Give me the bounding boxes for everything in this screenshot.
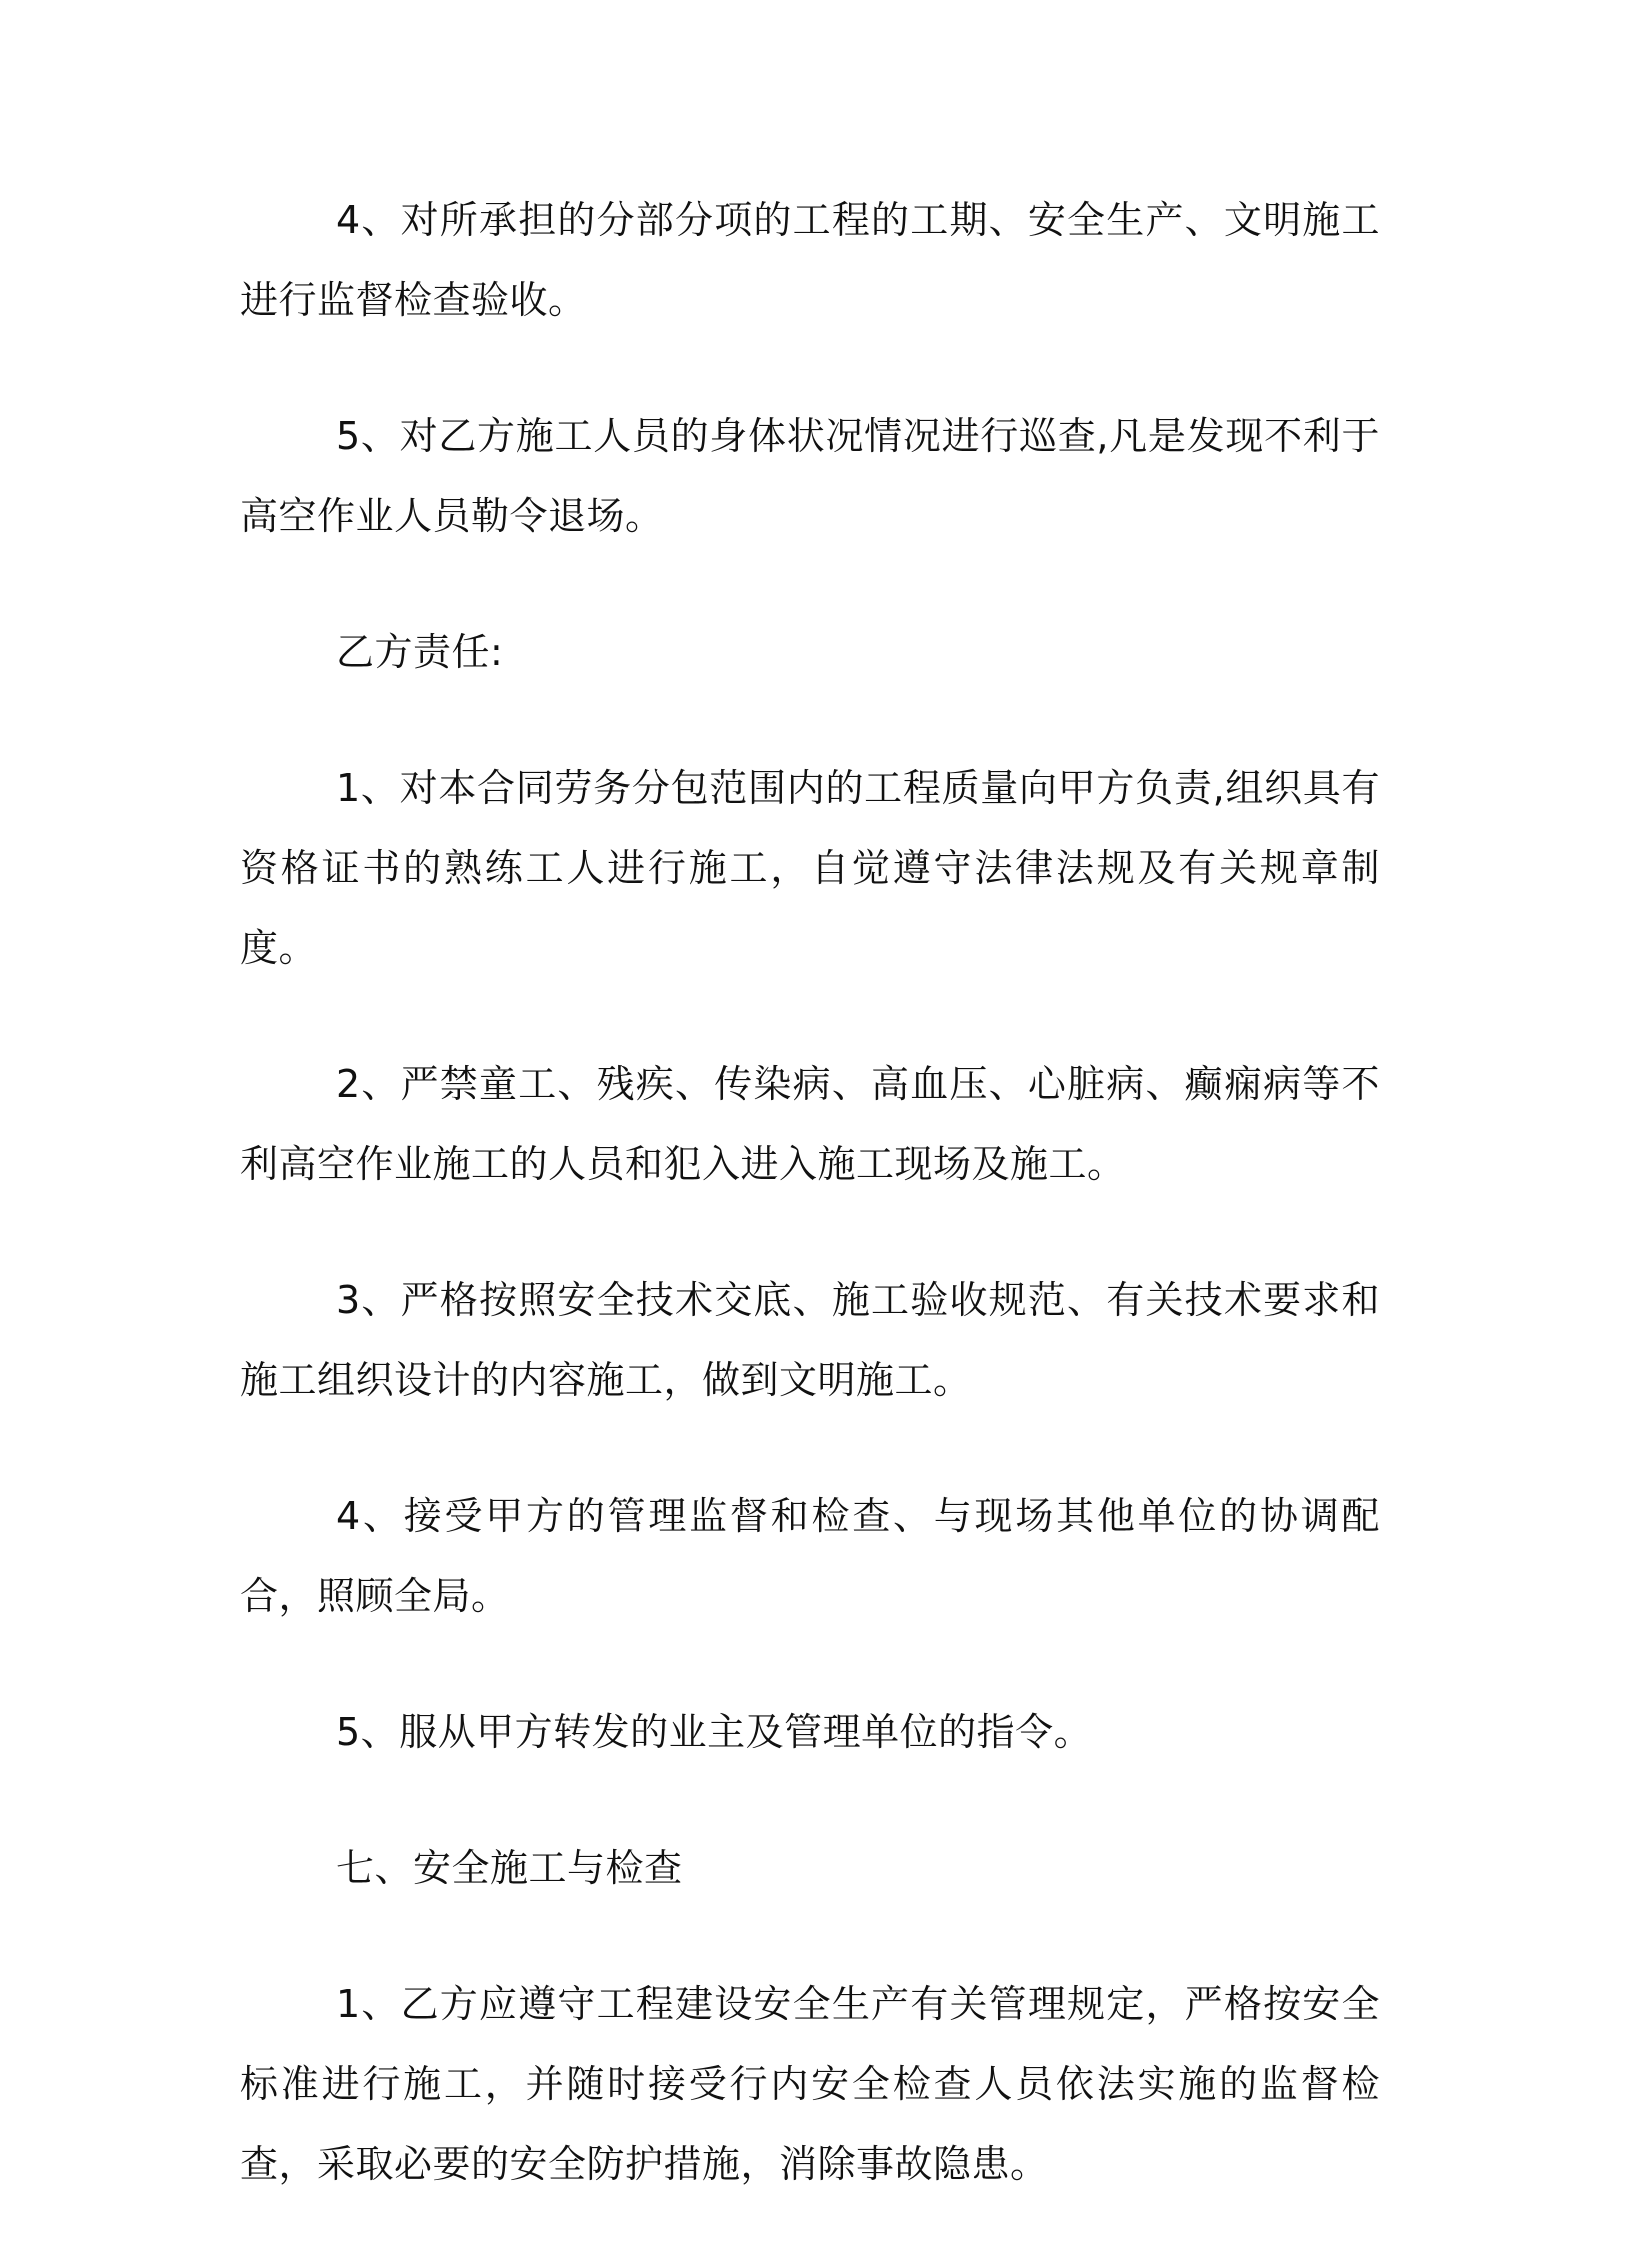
document-page — [240, 180, 1380, 2260]
paragraph-b-item-3: 3、严格按照安全技术交底、施工验收规范、有关技术要求和施工组织设计的内容施工，做到文明施工。 — [240, 1278, 1380, 1402]
section-heading-safety-inspection: 七、安全施工与检查 — [336, 1846, 683, 1890]
paragraph-a-item-4: 4、对所承担的分部分项的工程的工期、安全生产、文明施工进行监督检查验收。 — [240, 198, 1380, 322]
paragraph-safety-item-1: 1、乙方应遵守工程建设安全生产有关管理规定，严格按安全标准进行施工，并随时接受行内安全检查人员依法实施的监督检查，采取必要的安全防护措施，消除事故隐患。 — [240, 1982, 1380, 2186]
paragraph-b-item-1: 1、对本合同劳务分包范围内的工程质量向甲方负责,组织具有资格证书的熟练工人进行施工，自觉遵守法律法规及有关规章制度。 — [240, 766, 1380, 970]
paragraph-b-item-4: 4、接受甲方的管理监督和检查、与现场其他单位的协调配合，照顾全局。 — [240, 1494, 1380, 1618]
paragraph-b-item-2: 2、严禁童工、残疾、传染病、高血压、心脏病、癫痫病等不利高空作业施工的人员和犯入进入施工现场及施工。 — [240, 1062, 1380, 1186]
paragraph-b-item-5: 5、服从甲方转发的业主及管理单位的指令。 — [336, 1710, 1093, 1754]
section-heading-party-b-responsibility: 乙方责任: — [336, 630, 504, 674]
paragraph-a-item-5: 5、对乙方施工人员的身体状况情况进行巡查,凡是发现不利于高空作业人员勒令退场。 — [240, 414, 1380, 538]
